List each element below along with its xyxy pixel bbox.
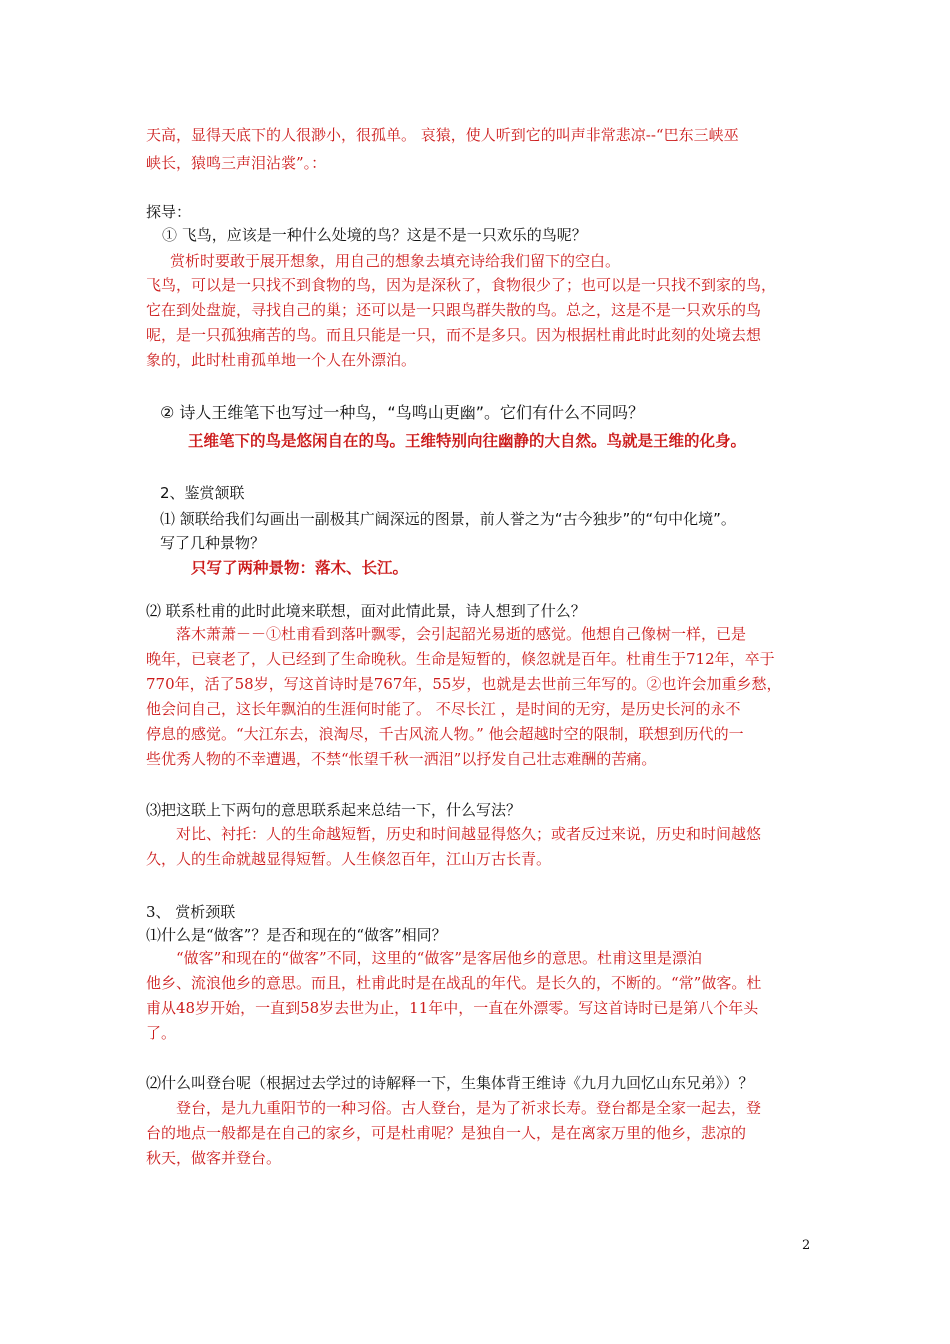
- sec2-q2-answer-line-6: 些优秀人物的不幸遭遇，不禁“怅望千秋一洒泪”以抒发自己壮志难酬的苦痛。: [146, 750, 657, 768]
- q1-answer-line-2: 它在到处盘旋，寻找自己的巢；还可以是一只跟鸟群失散的鸟。总之，这是不是一只欢乐的鸟: [146, 301, 762, 319]
- q1-answer-line-3: 呢，是一只孤独痛苦的鸟。而且只能是一只，而不是多只。因为根据杜甫此时此刻的处境去想: [146, 326, 762, 344]
- sec3-q1-answer-line-3: 甫从48岁开始，一直到58岁去世为止，11年中，一直在外漂零。写这首诗时已是第八个年头: [146, 999, 759, 1017]
- q2-answer: 王维笔下的鸟是悠闲自在的鸟。王维特别向往幽静的大自然。鸟就是王维的化身。: [188, 432, 747, 450]
- sec2-q3: ⑶把这联上下两句的意思联系起来总结一下，什么写法？: [146, 801, 522, 819]
- sec2-q2-answer-line-3: 770年，活了58岁，写这首诗时是767年，55岁，也就是去世前三年写的。②也许会加重乡愁，: [146, 675, 782, 693]
- q1-hint: 赏析时要敢于展开想象，用自己的想象去填充诗给我们留下的空白。: [170, 252, 621, 270]
- q1-answer-line-4: 象的，此时杜甫孤单地一个人在外漂泊。: [146, 351, 417, 369]
- sec2-q1-answer: 只写了两种景物：落木、长江。: [191, 559, 409, 577]
- tandao-heading: 探导：: [146, 203, 192, 221]
- sec3-q2-answer-line-2: 台的地点一般都是在自己的家乡，可是杜甫呢？是独自一人，是在离家万里的他乡，悲凉的: [146, 1124, 747, 1142]
- sec3-q1-answer-line-4: 了。: [146, 1024, 177, 1042]
- sec2-q2-answer-line-2: 晚年，已衰老了，人已经到了生命晚秋。生命是短暂的，倏忽就是百年。杜甫生于712年，卒于: [146, 650, 775, 668]
- sec3-q2-answer-line-1: 登台，是九九重阳节的一种习俗。古人登台，是为了祈求长寿。登台都是全家一起去，登: [176, 1099, 762, 1117]
- page-number: 2: [802, 1238, 811, 1253]
- q2-question: ② 诗人王维笔下也写过一种鸟，“鸟鸣山更幽”。它们有什么不同吗？: [160, 403, 645, 422]
- sec3-q1-answer-line-1: “做客”和现在的“做客”不同，这里的“做客”是客居他乡的意思。杜甫这里是漂泊: [176, 949, 703, 967]
- sec3-q2-answer-line-3: 秋天，做客并登台。: [146, 1149, 282, 1167]
- sec2-heading: 2、鉴赏颔联: [160, 484, 245, 502]
- sec3-q1: ⑴什么是“做客”？是否和现在的“做客”相同？: [146, 926, 447, 944]
- sec2-q3-answer-line-2: 久，人的生命就越显得短暂。人生倏忽百年，江山万古长青。: [146, 850, 552, 868]
- sec3-q1-answer-line-2: 他乡、流浪他乡的意思。而且，杜甫此时是在战乱的年代。是长久的，不断的。“常”做客。杜: [146, 974, 762, 992]
- sec2-q2-answer-line-4: 他会问自己，这长年飘泊的生涯何时能了。 不尽长江 ，是时间的无穷，是历史长河的永不: [146, 700, 741, 718]
- q1-answer-line-1: 飞鸟，可以是一只找不到食物的鸟，因为是深秋了，食物很少了；也可以是一只找不到家的鸟，: [146, 276, 777, 294]
- sec2-q3-answer-line-1: 对比、衬托：人的生命越短暂，历史和时间越显得悠久；或者反过来说，历史和时间越悠: [176, 825, 762, 843]
- intro-line-2: 峡长，猿鸣三声泪沾裳”。：: [146, 154, 327, 172]
- q1-question: ① 飞鸟，应该是一种什么处境的鸟？这是不是一只欢乐的鸟呢？: [162, 226, 587, 244]
- sec2-q1-line-1: ⑴ 颔联给我们勾画出一副极其广阔深远的图景，前人誉之为“古今独步”的“句中化境”。: [160, 510, 736, 528]
- sec2-q1-line-2: 写了几种景物？: [160, 534, 266, 552]
- sec3-q2: ⑵什么叫登台呢（根据过去学过的诗解释一下，生集体背王维诗《九月九回忆山东兄弟》）？: [146, 1074, 754, 1092]
- sec2-q2-answer-line-5: 停息的感觉。“大江东去，浪淘尽，千古风流人物。” 他会超越时空的限制，联想到历代的一: [146, 725, 744, 743]
- sec2-q2-answer-line-1: 落木萧萧－－①杜甫看到落叶飘零，会引起韶光易逝的感觉。他想自己像树一样，已是: [176, 625, 747, 643]
- sec3-heading: 3、 赏析颈联: [146, 903, 236, 921]
- intro-line-1: 天高，显得天底下的人很渺小，很孤单。 哀猿，使人听到它的叫声非常悲凉--“巴东三峡巫: [146, 126, 739, 144]
- sec2-q2: ⑵ 联系杜甫的此时此境来联想，面对此情此景，诗人想到了什么？: [146, 602, 586, 620]
